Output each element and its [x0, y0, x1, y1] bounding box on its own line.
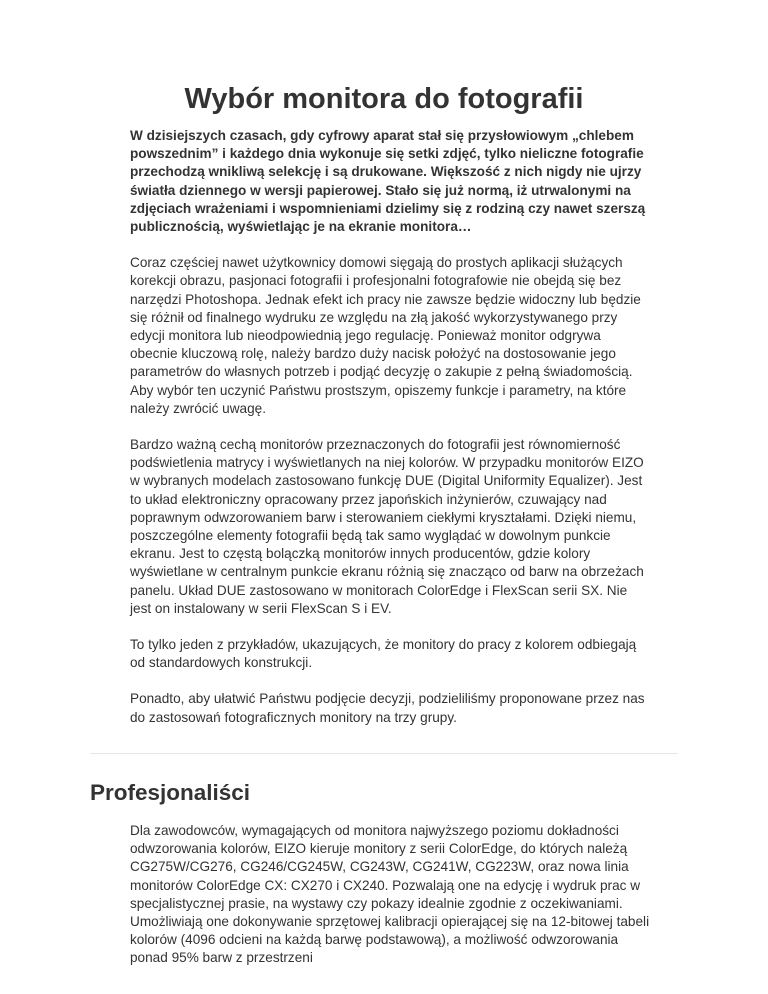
paragraph-4: Ponadto, aby ułatwić Państwu podjęcie decyzji, podzieliliśmy proponowane przez nas do zastosowań fotograficznych monitory na trzy grupy. [130, 691, 645, 725]
paragraph-3: To tylko jeden z przykładów, ukazujących, że monitory do pracy z kolorem odbiegają od standardowych konstrukcji. [130, 637, 637, 671]
section-divider [90, 753, 678, 754]
section-paragraph: Dla zawodowców, wymagających od monitora najwyższego poziomu dokładności odwzorowania kolorów, EIZO kieruje monitory z serii ColorEdge, do których należą CG275W/CG276, CG246/CG245W, CG243W, CG241W, CG223W, oraz nowa linia monitorów ColorEdge CX: CX270 i CX240. Pozwalają one na edycję i wydruk prac w specjalistycznej prasie, na wystawy czy pokazy idealnie zgodnie z oczekiwaniami. Umożliwiają one dokonywanie sprzętowej kalibracji opierającej się na 12-bitowej tabeli kolorów (4096 odcieni na każdą barwę podstawową), a możliwość odwzorowania ponad 95% barw z przestrzeni [130, 823, 650, 966]
section-content [130, 822, 652, 968]
paragraph-2: Bardzo ważną cechą monitorów przeznaczonych do fotografii jest równomierność podświetlenia matrycy i wyświetlanych na niej kolorów. W przypadku monitorów EIZO w wybranych modelach zastosowano funkcję DUE (Digital Uniformity Equalizer). Jest to układ elektroniczny opracowany przez japońskich inżynierów, czuwający nad poprawnym odwzorowaniem barw i sterowaniem ciekłymi kryształami. Dzięki niemu, poszczególne elementy fotografii będą tak samo wyglądać w dowolnym punkcie ekranu. Jest to częstą bolączką monitorów innych producentów, gdzie kolory wyświetlane w centralnym punkcie ekranu różnią się znacząco od barw na obrzeżach panelu. Układ DUE zastosowano w monitorach ColorEdge i FlexScan serii SX. Nie jest on instalowany w serii FlexScan S i EV. [130, 437, 644, 616]
page-title: Wybór monitora do fotografii [184, 83, 584, 115]
section-heading: Profesjonaliści [90, 780, 251, 805]
lead-paragraph: W dzisiejszych czasach, gdy cyfrowy aparat stał się przysłowiowym „chlebem powszednim” i każdego dnia wykonuje się setki zdjęć, tylko nieliczne fotografie przechodzą wnikliwą selekcję i są drukowane. Większość z nich nigdy nie ujrzy światła dziennego w wersji papierowej. Stało się już normą, iż utrwalonymi na zdjęciach wrażeniami i wspomnieniami dzielimy się z rodziną czy nawet szerszą publicznością, wyświetlając je na ekranie monitora… [130, 128, 646, 235]
paragraph-1: Coraz częściej nawet użytkownicy domowi sięgają do prostych aplikacji służących korekcji obrazu, pasjonaci fotografii i profesjonalni fotografowie nie obejdą się bez narzędzi Photoshopa. Jednak efekt ich pracy nie zawsze będzie widoczny lub będzie się różnił od finalnego wydruku ze względu na złą jakość wykorzystywanego przy edycji monitora lub nieodpowiednią jego regulację. Ponieważ monitor odgrywa obecnie kluczową rolę, należy bardzo duży nacisk położyć na dostosowanie jego parametrów do własnych potrzeb i podjąć decyzję o zakupie z pełną świadomością. Aby wybór ten uczynić Państwu prostszym, opiszemy funkcje i parametry, na które należy zwrócić uwagę. [130, 255, 641, 416]
article-content [130, 127, 652, 745]
